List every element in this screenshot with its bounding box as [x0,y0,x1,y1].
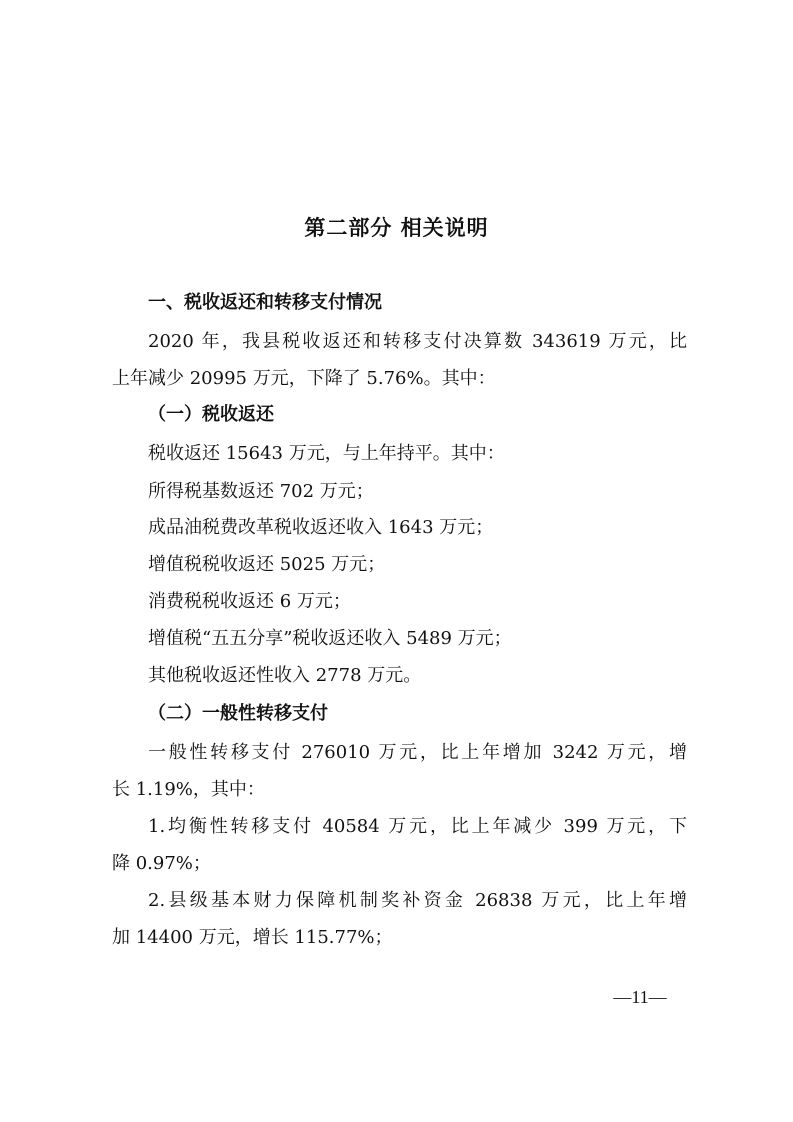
section-heading: 一、税收返还和转移支付情况 [148,292,382,313]
list-item: 增值税“五五分享”税收返还收入 5489 万元； [148,628,512,649]
paragraph-line: 加 14400 万元，增长 115.77%； [112,927,393,948]
page-number: —11— [613,987,667,1007]
paragraph-line: 降 0.97%； [112,853,211,874]
paragraph-line: 一般性转移支付 276010 万元，比上年增加 3242 万元，增 [148,742,687,763]
list-item: 所得税基数返还 702 万元； [148,481,374,502]
list-item: 税收返还 15643 万元，与上年持平。其中： [148,443,505,464]
paragraph-line: 1.均衡性转移支付 40584 万元，比上年减少 399 万元，下 [148,816,687,837]
subsection-heading: （一）税收返还 [148,404,274,425]
list-item: 其他税收返还性收入 2778 万元。 [148,665,422,686]
paragraph-line: 长 1.19%，其中： [112,779,265,800]
paragraph-line: 2020 年，我县税收返还和转移支付决算数 343619 万元，比 [148,331,687,352]
list-item: 成品油税费改革税收返还收入 1643 万元； [148,517,494,538]
paragraph-line: 2.县级基本财力保障机制奖补资金 26838 万元，比上年增 [148,890,687,911]
list-item: 消费税税收返还 6 万元； [148,591,351,612]
list-item: 增值税税收返还 5025 万元； [148,554,386,575]
page-title: 第二部分 相关说明 [304,216,489,240]
subsection-heading: （二）一般性转移支付 [148,703,328,724]
paragraph-line: 上年减少 20995 万元，下降了 5.76%。其中： [112,368,496,389]
